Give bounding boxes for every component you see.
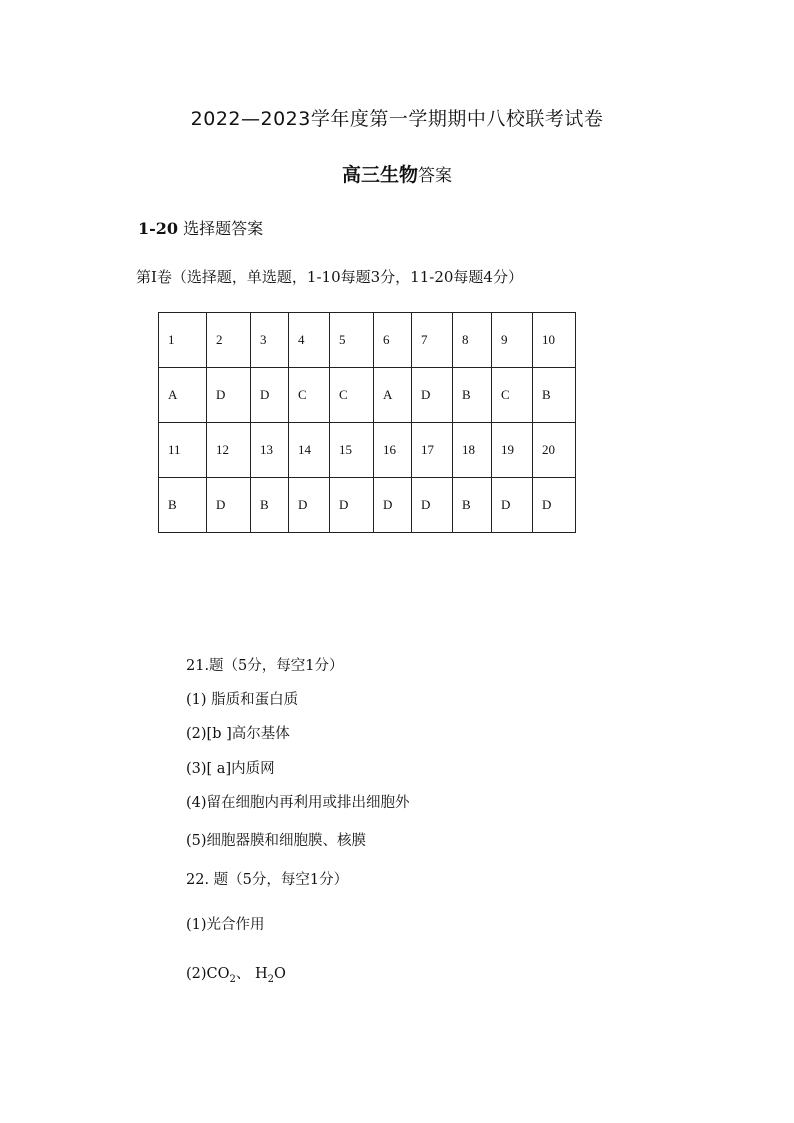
q21-answer-3: (3)[ a]内质网 xyxy=(186,761,275,777)
document-title: 2022—2023学年度第一学期期中八校联考试卷 xyxy=(190,108,604,130)
q22-answer-2-sub1: 2 xyxy=(229,973,236,985)
answer-table-cell: 14 xyxy=(289,423,330,478)
answer-table-cell: B xyxy=(251,478,289,533)
answer-table-cell: D xyxy=(207,368,251,423)
answer-table-cell: C xyxy=(330,368,374,423)
answer-table-cell: A xyxy=(159,368,207,423)
q22-title: 22. 题（5分，每空1分） xyxy=(186,872,349,888)
answer-table-cell: D xyxy=(207,478,251,533)
answer-table-cell: D xyxy=(412,368,453,423)
q22-answer-2-suffix: O xyxy=(274,966,286,982)
answer-table-cell: 10 xyxy=(533,313,576,368)
q22-answer-2-mid: 、 H xyxy=(235,966,268,982)
answer-table-row xyxy=(159,368,576,423)
answer-table-cell: 17 xyxy=(412,423,453,478)
answer-table-cell: 6 xyxy=(374,313,412,368)
subtitle-subject: 高三生物 xyxy=(341,164,418,186)
answer-table-row xyxy=(159,478,576,533)
answer-table-cell: B xyxy=(533,368,576,423)
answer-table-cell: 11 xyxy=(159,423,207,478)
q22-answer-2 xyxy=(186,962,286,985)
answer-table-cell: 4 xyxy=(289,313,330,368)
q22-answer-2-sub2: 2 xyxy=(267,973,275,985)
answer-table-cell: D xyxy=(289,478,330,533)
subtitle-answer-label: 答案 xyxy=(418,166,452,186)
q21-answer-4: (4)留在细胞内再利用或排出细胞外 xyxy=(186,795,410,811)
answer-table-row xyxy=(159,313,576,368)
answer-table-cell: 15 xyxy=(330,423,374,478)
answer-table-cell: C xyxy=(289,368,330,423)
q22-answer-1: (1)光合作用 xyxy=(186,917,265,933)
answer-table-cell: 20 xyxy=(533,423,576,478)
answer-table-cell: D xyxy=(533,478,576,533)
answer-table-cell: C xyxy=(492,368,533,423)
answer-table-cell: D xyxy=(330,478,374,533)
answer-table-cell: 13 xyxy=(251,423,289,478)
answer-table-cell: D xyxy=(251,368,289,423)
answer-table-cell: 12 xyxy=(207,423,251,478)
document-subtitle xyxy=(0,160,794,187)
answer-table-cell: D xyxy=(492,478,533,533)
answer-table-cell: A xyxy=(374,368,412,423)
choice-section-heading xyxy=(138,216,263,239)
answer-table-cell: 18 xyxy=(453,423,492,478)
answer-table-row xyxy=(159,423,576,478)
answer-table-cell: B xyxy=(453,368,492,423)
answer-table-cell: 8 xyxy=(453,313,492,368)
choice-range: 1-20 xyxy=(138,219,179,238)
answer-table-cell: D xyxy=(412,478,453,533)
answer-table-cell: 1 xyxy=(159,313,207,368)
answer-table-cell: D xyxy=(374,478,412,533)
answer-table-cell: 2 xyxy=(207,313,251,368)
q21-answer-5: (5)细胞器膜和细胞膜、核膜 xyxy=(186,833,367,849)
answer-table-cell: 3 xyxy=(251,313,289,368)
q21-answer-2: (2)[b ]高尔基体 xyxy=(186,726,290,742)
answer-table-cell: B xyxy=(159,478,207,533)
q22-answer-2-prefix: (2)CO xyxy=(186,966,230,982)
answer-table-cell: 16 xyxy=(374,423,412,478)
q21-title: 21.题（5分，每空1分） xyxy=(186,658,344,674)
answer-table-cell: 5 xyxy=(330,313,374,368)
answer-table-cell: 9 xyxy=(492,313,533,368)
answer-table-cell: B xyxy=(453,478,492,533)
q21-answer-1: (1) 脂质和蛋白质 xyxy=(186,692,299,708)
choice-label: 选择题答案 xyxy=(183,219,264,238)
part-note: 第Ⅰ卷（选择题，单选题，1-10每题3分，11-20每题4分） xyxy=(136,268,523,286)
answer-table xyxy=(158,312,576,533)
answer-table-cell: 19 xyxy=(492,423,533,478)
answer-table-cell: 7 xyxy=(412,313,453,368)
